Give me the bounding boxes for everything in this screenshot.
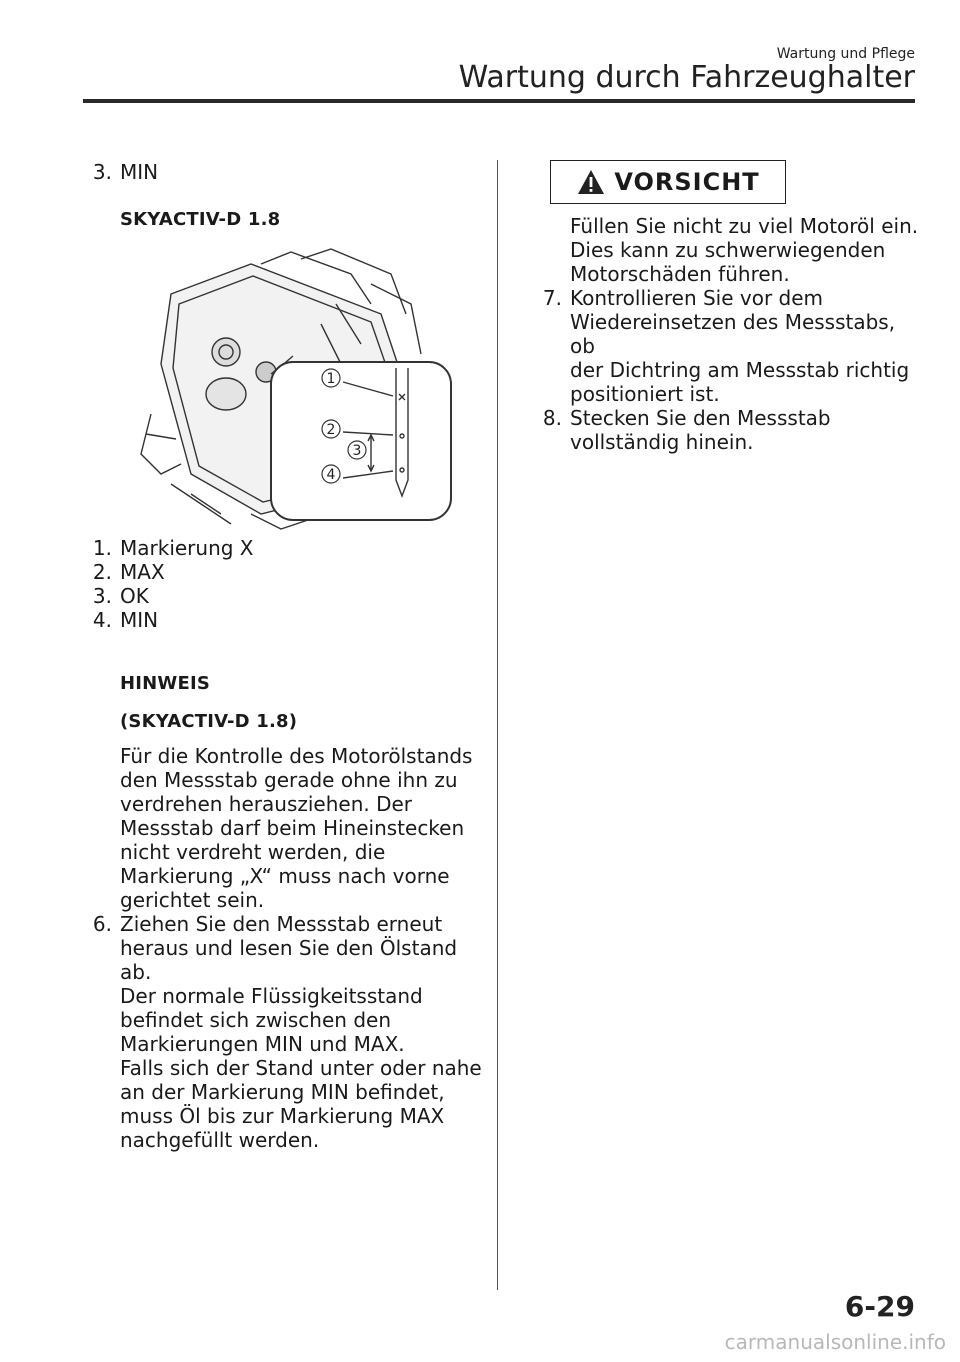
- legend-number: 4.: [92, 608, 112, 632]
- engine-dipstick-figure: [131, 244, 476, 536]
- caution-body: [526, 214, 926, 286]
- step-line: vollständig hinein.: [570, 430, 754, 454]
- step-number: 7.: [542, 286, 562, 310]
- step-line: Ziehen Sie den Messstab erneut: [120, 912, 443, 936]
- callout-box: [271, 362, 451, 520]
- header-section: Wartung und Pflege: [776, 46, 915, 62]
- legend-item: [76, 608, 486, 632]
- legend-number: 1.: [92, 536, 112, 560]
- legend-item: [76, 584, 486, 608]
- step-line: ab.: [120, 960, 152, 984]
- note-line: Messstab darf beim Hineinstecken: [120, 816, 465, 840]
- step-6: [76, 912, 486, 1152]
- callout-2: 2: [326, 422, 336, 438]
- list-number: 3.: [92, 160, 112, 184]
- header-rule: [83, 99, 915, 103]
- legend-item: [76, 536, 486, 560]
- caution-box: [550, 160, 786, 204]
- step-line: an der Markierung MIN befindet,: [120, 1080, 445, 1104]
- step-line: positioniert ist.: [570, 382, 720, 406]
- step-text: [570, 406, 926, 454]
- step-8: [526, 406, 926, 454]
- step-line: Wiedereinsetzen des Messstabs, ob: [570, 310, 896, 358]
- step-line: nachgefüllt werden.: [120, 1128, 320, 1152]
- step-line: befindet sich zwischen den: [120, 1008, 391, 1032]
- note-title: HINWEIS: [120, 673, 211, 694]
- caution-title: VORSICHT: [614, 168, 760, 196]
- step-number: 6.: [92, 912, 112, 936]
- step-line: Markierungen MIN und MAX.: [120, 1032, 405, 1056]
- step-line: heraus und lesen Sie den Ölstand: [120, 936, 458, 960]
- engine-heading: SKYACTIV-D 1.8: [120, 209, 281, 230]
- step-line: Stecken Sie den Messstab: [570, 406, 831, 430]
- caution-line: Füllen Sie nicht zu viel Motoröl ein.: [570, 214, 919, 238]
- step-line: muss Öl bis zur Markierung MAX: [120, 1104, 445, 1128]
- column-divider: [497, 160, 498, 1290]
- legend-number: 3.: [92, 584, 112, 608]
- legend-number: 2.: [92, 560, 112, 584]
- note-body: [76, 744, 486, 912]
- step-line: Kontrollieren Sie vor dem: [570, 286, 824, 310]
- legend-item: [76, 560, 486, 584]
- caution-line: Dies kann zu schwerwiegenden: [570, 238, 886, 262]
- note-line: gerichtet sein.: [120, 888, 265, 912]
- callout-4: 4: [326, 467, 336, 483]
- note-line: nicht verdreht werden, die: [120, 840, 386, 864]
- legend-text: MIN: [120, 608, 159, 632]
- step-line: Falls sich der Stand unter oder nahe: [120, 1056, 482, 1080]
- note-line: Für die Kontrolle des Motorölstands: [120, 744, 473, 768]
- list-item-3-min: [76, 160, 486, 184]
- figure-legend: [76, 536, 486, 632]
- step-line: der Dichtring am Messstab richtig: [570, 358, 910, 382]
- header-title: Wartung durch Fahrzeughalter: [458, 60, 915, 95]
- warning-triangle-icon: [576, 168, 606, 196]
- caution-line: Motorschäden führen.: [570, 262, 790, 286]
- note-line: verdrehen herausziehen. Der: [120, 792, 413, 816]
- step-7: [526, 286, 926, 406]
- left-column: [76, 160, 486, 1152]
- step-number: 8.: [542, 406, 562, 430]
- note-line: den Messstab gerade ohne ihn zu: [120, 768, 458, 792]
- step-line: Der normale Flüssigkeitsstand: [120, 984, 423, 1008]
- callout-3: 3: [352, 443, 362, 459]
- page-number: 6-29: [844, 1290, 915, 1323]
- right-column: [526, 160, 926, 454]
- step-text: [120, 912, 486, 1152]
- legend-text: MAX: [120, 560, 165, 584]
- note-line: Markierung „X“ muss nach vorne: [120, 864, 450, 888]
- step-text: [570, 286, 926, 406]
- note-subtitle: (SKYACTIV-D 1.8): [120, 711, 298, 732]
- legend-text: OK: [120, 584, 149, 608]
- legend-text: Markierung X: [120, 536, 254, 560]
- callout-1: 1: [326, 371, 336, 387]
- engine-illustration: [131, 244, 476, 536]
- list-text: MIN: [120, 160, 159, 184]
- watermark: carmanualsonline.info: [724, 1330, 946, 1354]
